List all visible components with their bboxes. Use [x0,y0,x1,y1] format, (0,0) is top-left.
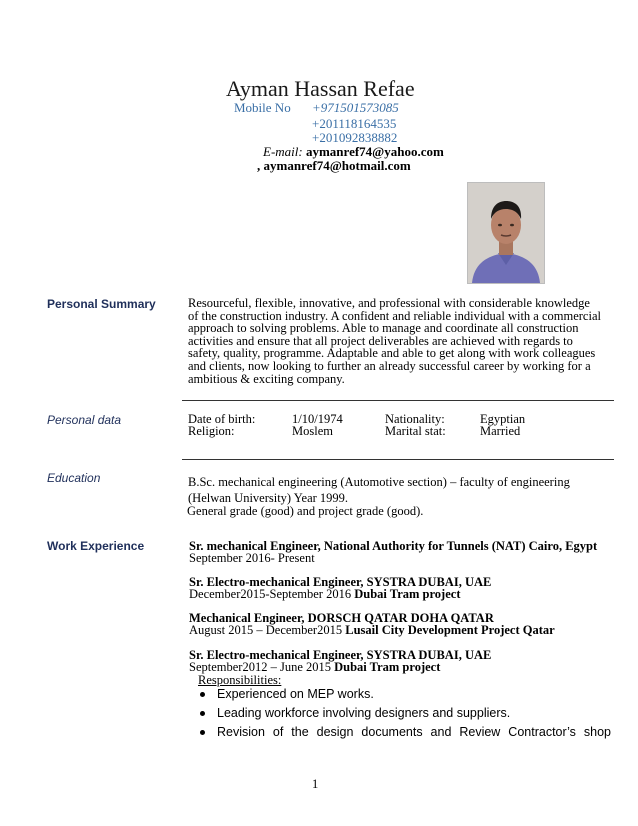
marital-label: Marital stat: [385,424,446,438]
mobile-label: Mobile No [234,100,291,115]
profile-photo-image [468,183,544,283]
divider-1 [182,400,614,401]
marital-value: Married [480,424,521,438]
bullet-icon [200,730,205,735]
phone-1[interactable]: +971501573085 [312,100,399,115]
summary-line: Resourceful, flexible, innovative, and professional with considerable knowledge [188,296,590,310]
email-1-link[interactable]: aymanref74@yahoo.com [305,144,444,159]
phone-2[interactable]: +201118164535 [312,116,397,131]
summary-line: of the construction industry. A confident and reliable individual with a commercial [188,308,601,323]
list-item [197,723,611,742]
job-dates-text: December2015-September 2016 [189,587,355,601]
list-item-text: Experienced on MEP works. [217,687,374,701]
bullet-icon [200,711,205,716]
job-dates [189,623,555,638]
section-label-education: Education [47,471,101,485]
education-line-2: (Helwan University) Year 1999. [188,491,349,505]
email-2-link[interactable]: , aymanref74@hotmail.com [257,158,411,173]
job-dates [189,551,315,566]
personal-summary-text [188,297,608,385]
list-item [197,704,611,723]
email-label: E-mail: [263,144,303,159]
summary-line: safety, quality, programme. Adaptable and able to get along with work colleagues [188,346,596,361]
email-row-2 [257,158,411,174]
dob-value: 1/10/1974 [292,412,343,426]
education-line-3: General grade (good) and project grade (good). [187,504,424,518]
religion-value: Moslem [292,424,333,438]
job-title: Sr. Electro-mechanical Engineer, SYSTRA DUBAI, UAE [189,648,492,662]
job-project: Lusail City Development Project Qatar [345,623,555,637]
nationality-label: Nationality: [385,412,445,426]
responsibilities-list [197,685,611,742]
job-title: Sr. mechanical Engineer, National Authority for Tunnels (NAT) Cairo, Egypt [189,539,598,553]
job-project: Dubai Tram project [334,660,441,674]
job-title: Sr. Electro-mechanical Engineer, SYSTRA DUBAI, UAE [189,575,492,589]
dob-label: Date of birth: [188,412,256,426]
religion-label: Religion: [188,424,235,438]
summary-line: ambitious & exciting company. [188,371,345,386]
page-number: 1 [312,777,319,791]
list-item-text: Revision of the design documents and Review Contractor’s shop [217,725,611,739]
divider-2 [182,459,614,460]
education-line-1: B.Sc. mechanical engineering (Automotive section) – faculty of engineering [188,475,570,489]
nationality-value: Egyptian [480,412,526,426]
responsibilities-label: Responsibilities: [198,673,282,687]
job-dates [189,587,460,602]
profile-photo [467,182,545,284]
list-item-text: Leading workforce involving designers and suppliers. [217,706,511,720]
list-item [197,685,611,704]
job-dates-text: September2012 – June 2015 [189,660,335,674]
job-title: Mechanical Engineer, DORSCH QATAR DOHA QATAR [189,611,494,625]
bullet-icon [200,692,205,697]
job-dates-text: September 2016- Present [189,551,315,565]
section-label-work-experience: Work Experience [47,539,145,553]
summary-line: activities and ensure that all project deliverables are achieved with regards to [188,333,573,348]
summary-line: and clients, now looking to further an already successful career by working for a [188,358,591,373]
summary-line: approach to solving problems. Able to manage and coordinate all construction [188,321,579,336]
job-project: Dubai Tram project [354,587,461,601]
candidate-name: Ayman Hassan Refae [226,76,415,101]
section-label-personal-summary: Personal Summary [47,297,156,311]
section-label-personal-data: Personal data [47,413,122,427]
phone-3[interactable]: +201092838882 [312,130,398,145]
job-dates-text: August 2015 – December2015 [189,623,346,637]
